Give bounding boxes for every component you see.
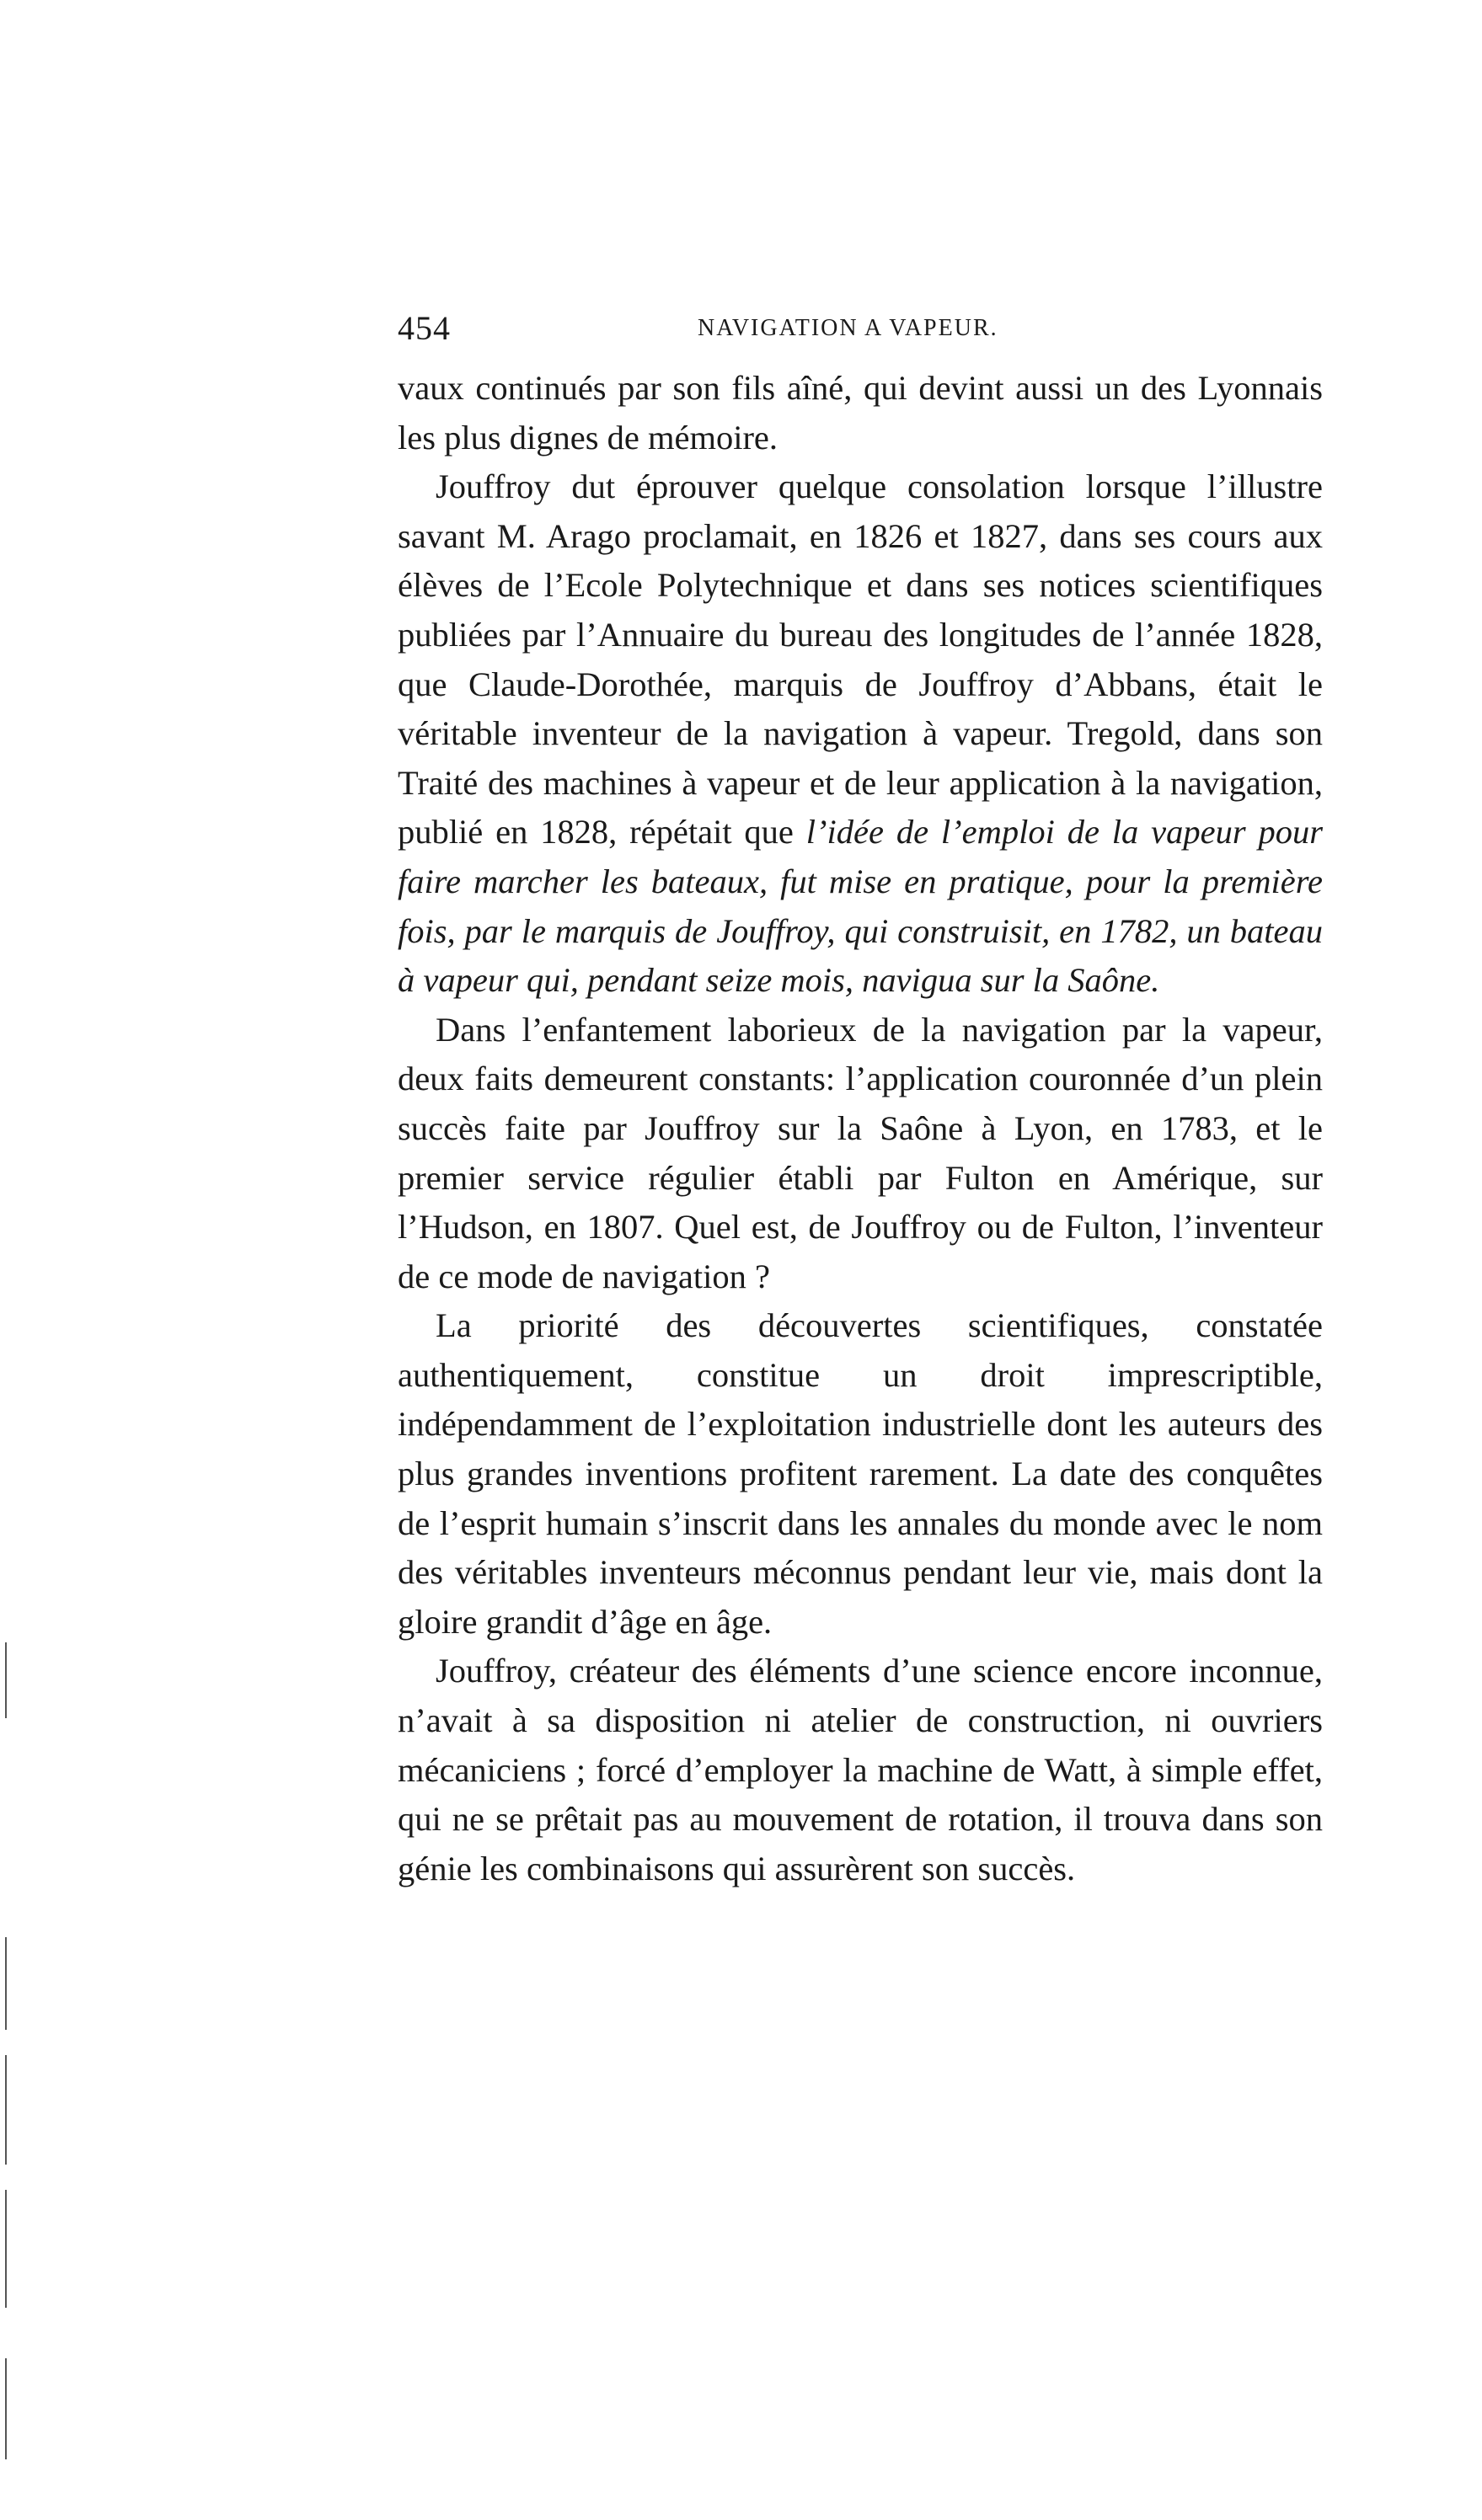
running-title: NAVIGATION A VAPEUR.	[698, 315, 998, 341]
scan-margin-mark	[5, 2055, 7, 2165]
paragraph-arago	[398, 462, 1323, 1006]
paragraph-fulton: Dans l’enfantement laborieux de la navigation par la vapeur, deux faits demeurent constants: l’application couronnée d’un plein succès faite par Jouffroy sur la Saône à Lyon, en 1783, et le premier service régulier établi par Fulton en Amérique, sur l’Hudson, en 1807. Quel est, de Jouffroy ou de Fulton, l’inventeur de ce mode de navigation ?	[398, 1010, 1323, 1295]
page-number: 454	[398, 309, 451, 347]
tregold-quote: l’idée de l’emploi de la vapeur pour faire marcher les bateaux, fut mise en pratique, pour la première fois, par le marquis de Jouffroy, qui construisit, en 1782, un bateau à vapeur qui, pendant seize mois, navigua sur la Saône.	[398, 813, 1323, 1000]
paragraph-arago-text: Jouffroy dut éprouver quelque consolation lorsque l’illustre savant M. Arago proclamait, en 1826 et 1827, dans ses cours aux élèves de l’Ecole Polytechnique et dans ses notices scientifiques publiées par l’Annuaire du bureau des longitudes de l’année 1828, que Claude-Dorothée, marquis de Jouffroy d’Abbans, était le véritable inventeur de la navigation à vapeur. Tregold, dans son Traité des machines à vapeur et de leur application à la navigation, publié en 1828, répétait que	[398, 467, 1323, 852]
paragraph-continued: vaux continués par son fils aîné, qui devint aussi un des Lyonnais les plus dignes de mémoire.	[398, 369, 1323, 456]
scan-margin-mark	[5, 2190, 7, 2308]
scan-margin-mark	[5, 1642, 7, 1718]
body-text	[398, 364, 1323, 1893]
paragraph-priority: La priorité des découvertes scientifiques, constatée authentiquement, constitue un droit imprescriptible, indépendamment de l’exploitation industrielle dont les auteurs des plus grandes inventions profitent rarement. La date des conquêtes de l’esprit humain s’inscrit dans les annales du monde avec le nom des véritables inventeurs méconnus pendant leur vie, mais dont la gloire grandit d’âge en âge.	[398, 1306, 1323, 1641]
page-header	[398, 308, 1323, 350]
scan-margin-mark	[5, 2358, 7, 2459]
paragraph-jouffroy: Jouffroy, créateur des éléments d’une science encore inconnue, n’avait à sa disposition ni atelier de construction, ni ouvriers mécaniciens ; forcé d’employer la machine de Watt, à simple effet, qui ne se prêtait pas au mouvement de rotation, il trouva dans son génie les combinaisons qui assurèrent son succès.	[398, 1652, 1323, 1887]
scan-margin-mark	[5, 1937, 7, 2030]
